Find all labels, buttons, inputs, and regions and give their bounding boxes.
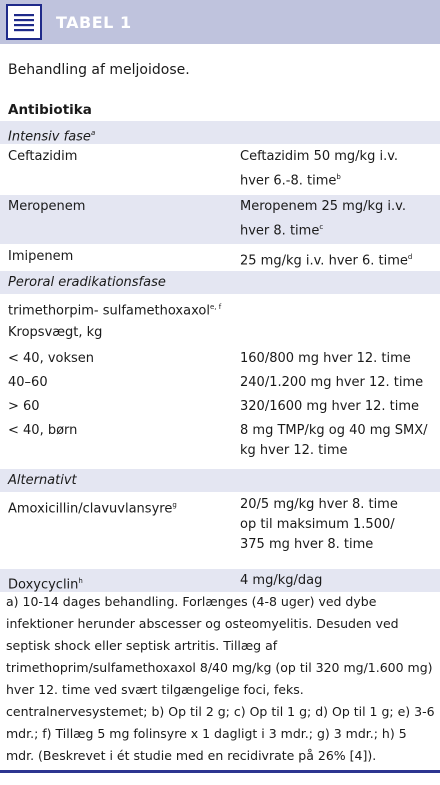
table-row: [0, 195, 440, 245]
dosage-line: 160/800 mg hver 12. time: [240, 351, 411, 366]
dosage-footnote-mark: b: [336, 173, 341, 181]
table-row: [0, 569, 440, 593]
row-label-footnote-mark: a: [90, 129, 96, 137]
row-dosage: [240, 197, 436, 241]
row-label: 40–60: [8, 375, 48, 390]
dosage-line: op til maksimum 1.500/: [240, 517, 395, 532]
dosage-line: Ceftazidim 50 mg/kg i.v.: [240, 149, 399, 164]
table-title: TABEL 1: [56, 12, 132, 32]
table-row: [0, 145, 440, 195]
row-label: Alternativt: [8, 473, 77, 488]
row-label: Intensiv fase$^a$: [8, 129, 96, 145]
row-label-footnote-mark: g: [172, 501, 177, 509]
row-dosage: [240, 397, 436, 417]
row-dosage: [240, 349, 436, 369]
dosage-line: 4 mg/kg/dag: [240, 573, 323, 588]
row-label: Peroral eradikationsfase: [8, 275, 166, 290]
dosage-line: Meropenem 25 mg/kg i.v.: [240, 199, 406, 214]
table-row: [0, 121, 440, 145]
table-row: [0, 347, 440, 371]
row-label: Ceftazidim: [8, 149, 78, 164]
row-label-footnote-mark: h: [78, 577, 83, 585]
section-heading-row: [0, 95, 440, 121]
row-label: > 60: [8, 399, 40, 414]
table-caption: Behandling af meljoidose.: [8, 62, 190, 78]
table-row: [0, 419, 440, 469]
table-row: [0, 469, 440, 493]
dosage-footnote-mark: d: [407, 253, 413, 261]
row-label: Imipenem: [8, 249, 74, 264]
dosage-line: hver 6.-8. time$^b$: [240, 173, 341, 189]
dosage-line: 240/1.200 mg hver 12. time: [240, 375, 424, 390]
table-row: [0, 245, 440, 271]
row-dosage: [240, 421, 436, 461]
row-dosage: [240, 571, 436, 591]
table-row: [0, 493, 440, 569]
dosage-line: 20/5 mg/kg hver 8. time: [240, 497, 398, 512]
row-dosage: [240, 147, 436, 191]
table-row: [0, 371, 440, 395]
row-label-footnote-mark: e, f: [209, 303, 222, 311]
table-row: [0, 271, 440, 295]
table-row: [0, 321, 440, 347]
row-label: Amoxicillin/clavuvlansyre$^g$: [8, 501, 177, 517]
bottom-rule: [0, 770, 440, 773]
dosage-line: kg hver 12. time: [240, 443, 348, 458]
row-label: Doxycyclin$^h$: [8, 577, 83, 593]
dosage-line: 320/1600 mg hver 12. time: [240, 399, 420, 414]
section-heading: Antibiotika: [8, 102, 92, 118]
dosage-line: 8 mg TMP/kg og 40 mg SMX/: [240, 423, 428, 438]
row-dosage: [240, 247, 436, 271]
document-list-icon: [6, 4, 42, 40]
row-label: < 40, voksen: [8, 351, 95, 366]
row-dosage: [240, 495, 436, 555]
table-row: [0, 395, 440, 419]
dosage-footnote-mark: c: [319, 223, 324, 231]
row-label: trimethorpim- sulfamethoxaxol$^{e, f}$: [8, 303, 222, 319]
table-header-bar: [0, 0, 440, 44]
row-label: Meropenem: [8, 199, 86, 214]
table-footnote: a) 10-14 dages behandling. Forlænges (4-8 uger) ved dybe infektioner herunder abscesser og osteomyelitis. Desuden ved septisk shock eller septisk artritis. Tillæg af trimethoprim/sulfamethoxaxol 8/40 mg/kg (op til 320 mg/1.600 mg) hver 12. time ved svært tilgængelige foci, feks. centralnervesystemet; b) Op til 2 g; c) Op til 1 g; d) Op til 1 g; e) 3-6 mdr.; f) Tillæg 5 mg folinsyre x 1 dagligt i 3 mdr.; g) 3 mdr.; h) 5 mdr. (Beskrevet i ét studie med en recidivrate på 26% [4]).: [6, 594, 435, 763]
row-label: < 40, børn: [8, 423, 78, 438]
row-dosage: [240, 373, 436, 393]
table-row: [0, 295, 440, 321]
dosage-line: 25 mg/kg i.v. hver 6. time$^d$: [240, 253, 413, 269]
dosage-line: 375 mg hver 8. time: [240, 537, 374, 552]
row-label: Kropsvægt, kg: [8, 325, 103, 340]
dosage-line: hver 8. time$^c$: [240, 223, 324, 239]
